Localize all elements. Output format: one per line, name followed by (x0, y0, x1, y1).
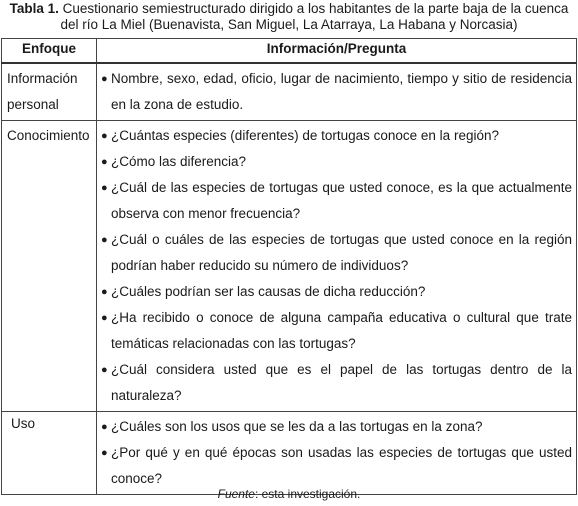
bullet-icon: ● (101, 130, 108, 142)
source-note (0, 486, 578, 502)
focus-cell: Uso (2, 412, 97, 495)
focus-cell: Información personal (2, 63, 97, 121)
header-informacion-pregunta: Información/Pregunta (97, 39, 577, 64)
table-header-row (2, 39, 577, 64)
bullet-icon: ● (101, 182, 108, 194)
question-list (97, 121, 576, 411)
bullet-icon: ● (101, 286, 108, 298)
table-row-uso (2, 412, 577, 495)
list-item (101, 66, 572, 118)
item-text: ¿Cuántas especies (diferentes) de tortugas conoce en la región? (111, 128, 499, 143)
table-row-conocimiento (2, 121, 577, 412)
item-text: ¿Cuál considera usted que es el papel de las tortugas dentro de la naturaleza? (111, 362, 572, 403)
header-enfoque: Enfoque (2, 39, 97, 64)
focus-cell: Conocimiento (2, 121, 97, 412)
items-cell (97, 412, 577, 495)
list-item (101, 305, 572, 357)
bullet-icon: ● (101, 156, 108, 168)
question-list (97, 64, 576, 120)
table-caption (0, 1, 578, 33)
list-item (101, 279, 572, 305)
bullet-icon: ● (101, 421, 108, 433)
bullet-icon: ● (101, 447, 108, 459)
source-label: Fuente (217, 487, 255, 501)
bullet-icon: ● (101, 234, 108, 246)
item-text: ¿Cómo las diferencia? (111, 154, 247, 169)
bullet-icon: ● (101, 73, 108, 85)
item-text: ¿Ha recibido o conoce de alguna campaña educativa o cultural que trate temáticas relacionadas con las tortugas? (111, 310, 572, 351)
item-text: ¿Cuál o cuáles de las especies de tortugas que usted conoce en la región podrían haber reducido su número de individuos? (111, 232, 572, 273)
bullet-icon: ● (101, 364, 108, 376)
list-item (101, 357, 572, 409)
item-text: ¿Por qué y en qué épocas son usadas las especies de tortugas que usted conoce? (111, 445, 572, 486)
question-list (97, 412, 576, 494)
questionnaire-table-wrapper (1, 38, 576, 495)
list-item (101, 227, 572, 279)
caption-label: Tabla 1. (9, 1, 59, 16)
items-cell (97, 63, 577, 121)
item-text: ¿Cuál de las especies de tortugas que usted conoce, es la que actualmente observa con menor frecuencia? (111, 180, 572, 221)
item-text: ¿Cuáles podrían ser las causas de dicha reducción? (111, 284, 426, 299)
caption-text: Cuestionario semiestructurado dirigido a los habitantes de la parte baja de la cuenca del río La Miel (Buenavista, San Miguel, La Atarraya, La Habana y Norcasia) (58, 1, 569, 32)
list-item (101, 414, 572, 440)
bullet-icon: ● (101, 312, 108, 324)
list-item (101, 149, 572, 175)
source-text: : esta investigación. (254, 487, 361, 501)
list-item (101, 123, 572, 149)
questionnaire-table (1, 38, 577, 495)
table-row-informacion-personal (2, 63, 577, 121)
list-item (101, 440, 572, 492)
list-item (101, 175, 572, 227)
item-text: ¿Cuáles son los usos que se les da a las tortugas en la zona? (111, 419, 483, 434)
items-cell (97, 121, 577, 412)
item-text: Nombre, sexo, edad, oficio, lugar de nacimiento, tiempo y sitio de residencia en la zona de estudio. (111, 71, 572, 112)
